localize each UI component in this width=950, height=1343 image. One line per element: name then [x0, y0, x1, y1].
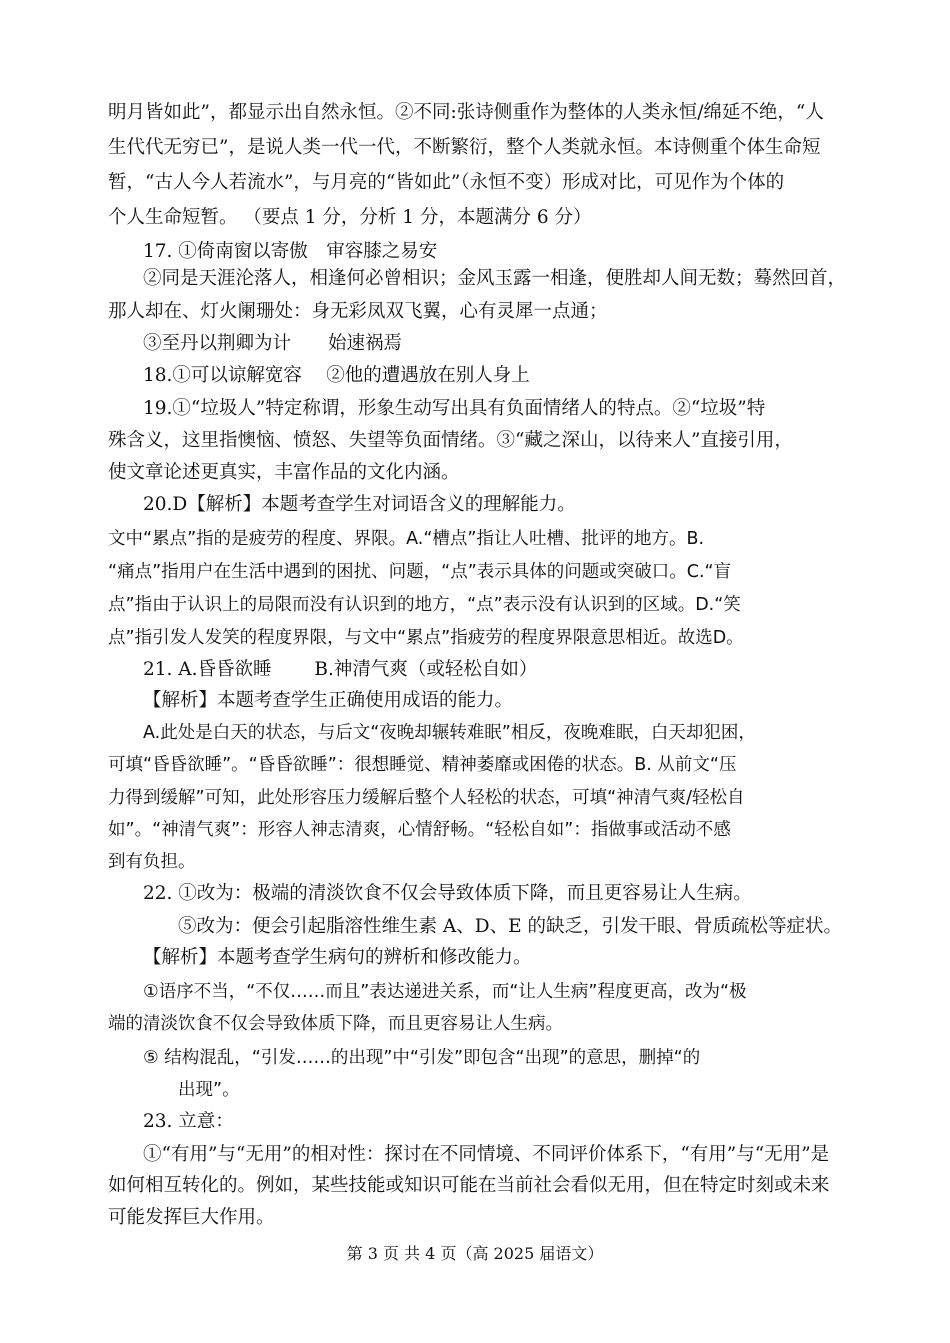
text-line: 23. 立意：	[143, 1111, 234, 1132]
text-line: 殊含义，这里指懊恼、愤怒、失望等负面情绪。③“藏之深山，以待来人”直接引用，	[108, 430, 793, 451]
text-line: ①语序不当，“不仅……而且”表达递进关系，而“让人生病”程度更高，改为“极	[143, 982, 747, 1002]
text-line: 21. A.昏昏欲睡 B.神清气爽（或轻松自如）	[143, 659, 538, 680]
text-line: 暂，“古人今人若流水”，与月亮的“皆如此”（永恒不变）形成对比，可见作为个体的	[108, 172, 785, 193]
text-line: 出现”。	[178, 1080, 240, 1100]
text-line: ③至丹以荆卿为计 始速祸焉	[143, 333, 403, 354]
text-line: 端的清淡饮食不仅会导致体质下降，而且更容易让人生病。	[108, 1014, 563, 1034]
page-footer: 第 3 页 共 4 页（高 2025 届语文）	[346, 1244, 604, 1263]
text-line: 力得到缓解”可知，此处形容压力缓解后整个人轻松的状态，可填“神清气爽/轻松自	[108, 788, 745, 808]
text-line: 个人生命短暂。 （要点 1 分，分析 1 分，本题满分 6 分）	[108, 207, 592, 228]
text-line: 22. ①改为：极端的清淡饮食不仅会导致体质下降，而且更容易让人生病。	[143, 883, 752, 904]
text-line: ②同是天涯沦落人，相逢何必曾相识；金风玉露一相逢，便胜却人间无数；蓦然回首，	[143, 268, 847, 289]
text-line: 生代代无穷已”，是说人类一代一代，不断繁衍，整个人类就永恒。本诗侧重个体生命短	[108, 137, 821, 158]
text-line: 点”指由于认识上的局限而没有认识到的地方，“点”表示没有认识到的区域。D.“笑	[108, 595, 741, 615]
text-line: 那人却在、灯火阑珊处：身无彩凤双飞翼，心有灵犀一点通；	[108, 301, 608, 322]
text-line: 【解析】本题考查学生病句的辨析和修改能力。	[143, 947, 532, 968]
text-line: ①“有用”与“无用”的相对性：探讨在不同情境、不同评价体系下，“有用”与“无用”是	[143, 1144, 830, 1165]
text-line: 18.①可以谅解宽容 ②他的遭遇放在别人身上	[143, 365, 530, 386]
text-line: 使文章论述更真实，丰富作品的文化内涵。	[108, 462, 460, 483]
text-line: 17. ①倚南窗以寄傲 审容膝之易安	[143, 241, 438, 262]
text-line: 如”。“神清气爽”：形容人神志清爽，心情舒畅。“轻松自如”：指做事或活动不感	[108, 820, 731, 840]
text-line: 到有负担。	[108, 852, 196, 872]
text-line: 点”指引发人发笑的程度界限，与文中“累点”指疲劳的程度界限意思相近。故选D。	[108, 628, 744, 648]
text-line: ⑤ 结构混乱，“引发……的出现”中“引发”即包含“出现”的意思，删掉“的	[143, 1048, 701, 1068]
text-line: “痛点”指用户在生活中遇到的困扰、问题，“点”表示具体的问题或突破口。C.“盲	[108, 562, 732, 582]
text-line: 如何相互转化的。例如，某些技能或知识可能在当前社会看似无用，但在特定时刻或未来	[108, 1175, 830, 1196]
text-line: 19.①“垃圾人”特定称谓，形象生动写出具有负面情绪人的特点。②“垃圾”特	[143, 398, 766, 419]
text-line: 可填“昏昏欲睡”。“昏昏欲睡”：很想睡觉、精神萎靡或困倦的状态。B. 从前文“压	[108, 755, 737, 775]
text-line: 20.D【解析】本题考查学生对词语含义的理解能力。	[143, 494, 576, 515]
text-line: 文中“累点”指的是疲劳的程度、界限。A.“槽点”指让人吐槽、批评的地方。B.	[108, 529, 705, 549]
text-line: 可能发挥巨大作用。	[108, 1207, 275, 1228]
text-line: 明月皆如此”，都显示出自然永恒。②不同:张诗侧重作为整体的人类永恒/绵延不绝，“人	[108, 102, 824, 123]
text-line: A.此处是白天的状态，与后文“夜晚却辗转难眠”相反，夜晚难眠，白天却犯困，	[143, 723, 756, 743]
text-line: 【解析】本题考查学生正确使用成语的能力。	[143, 690, 514, 711]
text-line: ⑤改为：便会引起脂溶性维生素 A、D、E 的缺乏，引发干眼、骨质疏松等症状。	[178, 916, 842, 937]
